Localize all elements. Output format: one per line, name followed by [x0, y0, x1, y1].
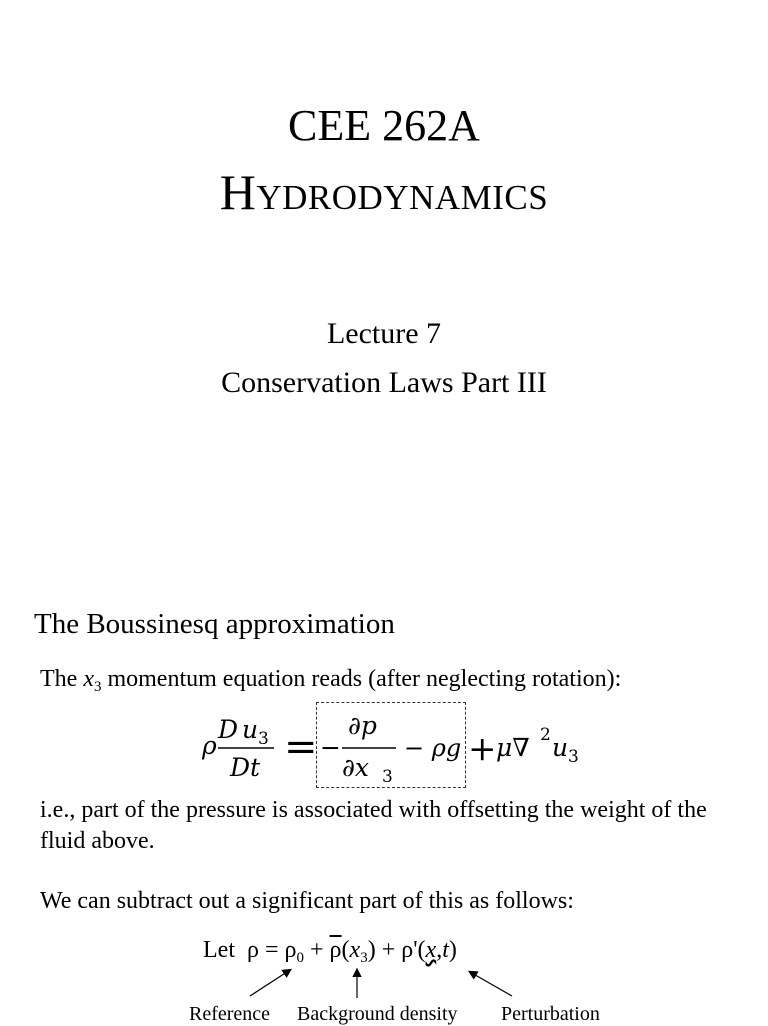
x-subscript: 3 — [360, 950, 368, 966]
eq-u-2: u — [552, 733, 569, 762]
reference-label: Reference — [189, 1003, 271, 1025]
plus-sign-2: + — [381, 937, 396, 963]
eq-rho: ρ — [202, 731, 217, 760]
momentum-intro-text — [40, 664, 730, 703]
background-density-label: Background density — [297, 1003, 458, 1025]
eq-x-subscript: 3 — [382, 767, 393, 787]
eq-minus-1: − — [320, 733, 341, 762]
zero-subscript: 0 — [296, 950, 304, 966]
open-paren-1: ( — [341, 937, 350, 963]
course-name: Hydrodynamics — [219, 164, 549, 220]
eq-u: u — [242, 715, 259, 744]
lecture-number: Lecture 7 — [326, 317, 442, 350]
close-paren-1: ) — [367, 937, 376, 963]
pressure-explanation-text: i.e., part of the pressure is associated with offsetting the weight of the fluid above. — [40, 797, 707, 854]
eq-u-subscript: 3 — [258, 729, 269, 749]
perturbation-label: Perturbation — [501, 1003, 600, 1025]
x-subscript: 3 — [93, 679, 102, 695]
intro-text-end: momentum equation reads (after neglecting rotation): — [101, 666, 622, 692]
eq-partial-x: ∂x — [342, 753, 370, 782]
eq-plus: + — [468, 729, 497, 769]
momentum-equation — [200, 700, 600, 790]
eq-equals: = — [284, 724, 318, 770]
close-paren-2: ) — [448, 937, 457, 963]
eq-partial-p: ∂p — [348, 711, 377, 740]
equals-sign: = — [264, 937, 279, 963]
perturbation-arrow-icon — [470, 972, 512, 996]
eq-superscript-2: 2 — [540, 725, 551, 745]
x-variable: x — [349, 937, 361, 963]
rho-zero: ρ — [284, 937, 297, 963]
eq-mu-nabla: μ∇ — [496, 733, 530, 762]
subtraction-intro-text: We can subtract out a significant part of this as follows: — [40, 888, 574, 914]
reference-arrow-icon — [250, 970, 290, 996]
section-heading: The Boussinesq approximation — [34, 608, 395, 640]
eq-D: D — [218, 715, 239, 744]
plus-sign-1: + — [310, 937, 324, 963]
x-vector: x — [425, 937, 437, 963]
rho-total: ρ — [246, 937, 259, 963]
course-code: CEE 262A — [288, 101, 480, 150]
annotation-arrows — [0, 960, 768, 1000]
eq-u2-subscript: 3 — [568, 747, 579, 767]
eq-Dt: Dt — [230, 753, 261, 782]
t-variable: t — [442, 937, 449, 963]
intro-text-start: The — [40, 666, 84, 692]
eq-buoyancy-term: − ρg — [404, 734, 462, 762]
x-variable: x — [83, 666, 94, 692]
open-paren-2: ( — [417, 937, 426, 963]
lecture-topic: Conservation Laws Part III — [221, 366, 547, 399]
let-word: Let — [203, 937, 235, 963]
rho-prime: ρ' — [401, 937, 418, 963]
rho-bar: $\overline{\rho}$ — [329, 937, 342, 963]
comma: , — [436, 937, 443, 963]
